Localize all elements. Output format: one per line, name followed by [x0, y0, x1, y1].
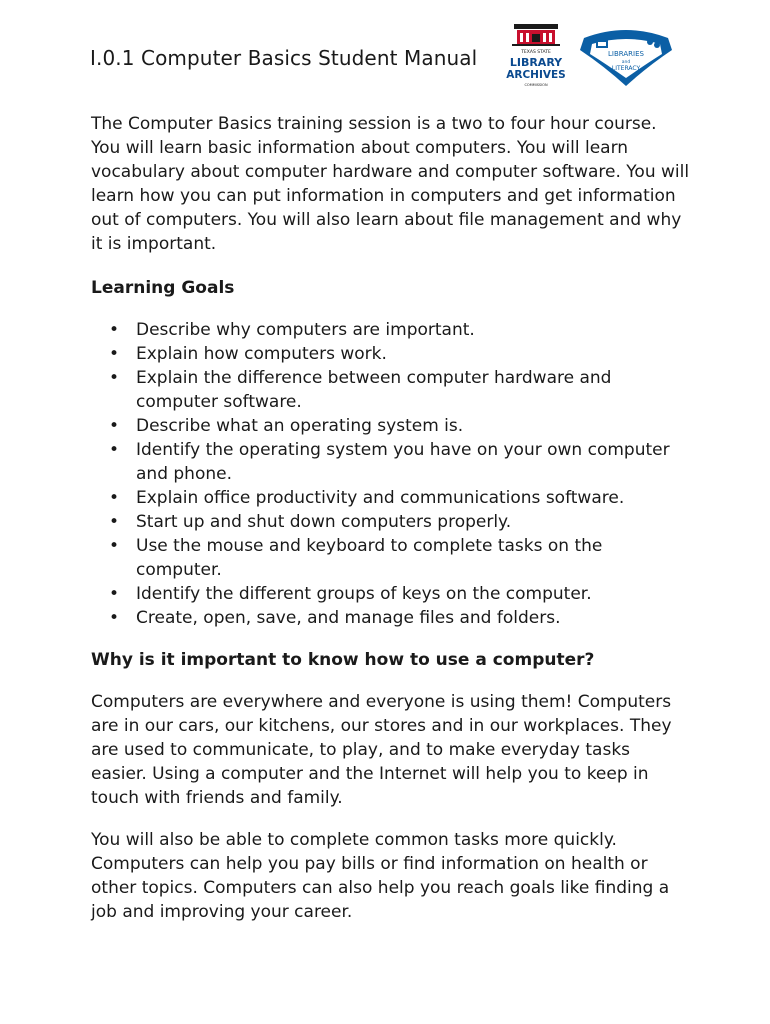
- list-item: • Identify the different groups of keys on the computer.: [109, 584, 592, 604]
- bullet-icon: •: [109, 584, 120, 604]
- tsla-bottom-text: COMMISSION: [524, 83, 548, 87]
- lal-line1: LIBRARIES: [608, 50, 644, 58]
- tsla-logo: [500, 22, 572, 94]
- bullet-icon: •: [109, 536, 120, 556]
- libraries-literacy-logo: [578, 26, 674, 90]
- page-header: [0, 0, 770, 110]
- people-icon: [647, 39, 653, 45]
- lal-line3: LITERACY: [611, 65, 641, 72]
- bullet-icon: •: [109, 512, 120, 532]
- list-item: • Describe why computers are important.: [109, 320, 475, 340]
- list-item: • Start up and shut down computers properly.: [109, 512, 512, 532]
- why-heading: Why is it important to know how to use a computer?: [91, 650, 595, 670]
- list-item: • Use the mouse and keyboard to complete tasks on the computer.: [109, 536, 603, 580]
- intro-paragraph: The Computer Basics training session is a two to four hour course. You will learn basic information about computers. You will learn vocabulary about computer hardware and computer software. You will learn how you can put information in computers and get information out of computers. You will also learn about file management and why it is important.: [91, 114, 690, 254]
- why-paragraph-1: Computers are everywhere and everyone is using them! Computers are in our cars, our kitchens, our stores and in our workplaces. They are used to communicate, to play, and to make everyday tasks easier. Using a computer and the Internet will help you to keep in touch with friends and family.: [91, 692, 672, 808]
- tsla-top-text: TEXAS STATE: [521, 50, 551, 55]
- learning-goals-heading: Learning Goals: [91, 278, 235, 298]
- list-item: • Explain office productivity and communications software.: [109, 488, 625, 508]
- bullet-icon: •: [109, 368, 120, 388]
- bullet-icon: •: [109, 608, 120, 628]
- bullet-icon: •: [109, 488, 120, 508]
- list-item: • Create, open, save, and manage files and folders.: [109, 608, 561, 628]
- bullet-icon: •: [109, 440, 120, 460]
- bullet-icon: •: [109, 416, 120, 436]
- tsla-line2: ARCHIVES: [506, 69, 566, 81]
- document-body: [91, 110, 691, 924]
- document-title: I.0.1 Computer Basics Student Manual: [90, 46, 478, 70]
- list-item: • Identify the operating system you have on your own computer and phone.: [109, 440, 670, 484]
- bullet-icon: •: [109, 320, 120, 340]
- list-item: • Explain how computers work.: [109, 344, 387, 364]
- list-item: • Explain the difference between computer hardware and computer software.: [109, 368, 612, 412]
- lal-line2: and: [621, 60, 631, 65]
- list-item: • Describe what an operating system is.: [109, 416, 464, 436]
- bullet-icon: •: [109, 344, 120, 364]
- learning-goals-list: [91, 318, 691, 630]
- why-paragraph-2: You will also be able to complete common tasks more quickly. Computers can help you pay bills or find information on health or other topics. Computers can also help you reach goals like finding a job and improving your career.: [91, 830, 670, 922]
- tsla-line1: LIBRARY: [509, 56, 563, 69]
